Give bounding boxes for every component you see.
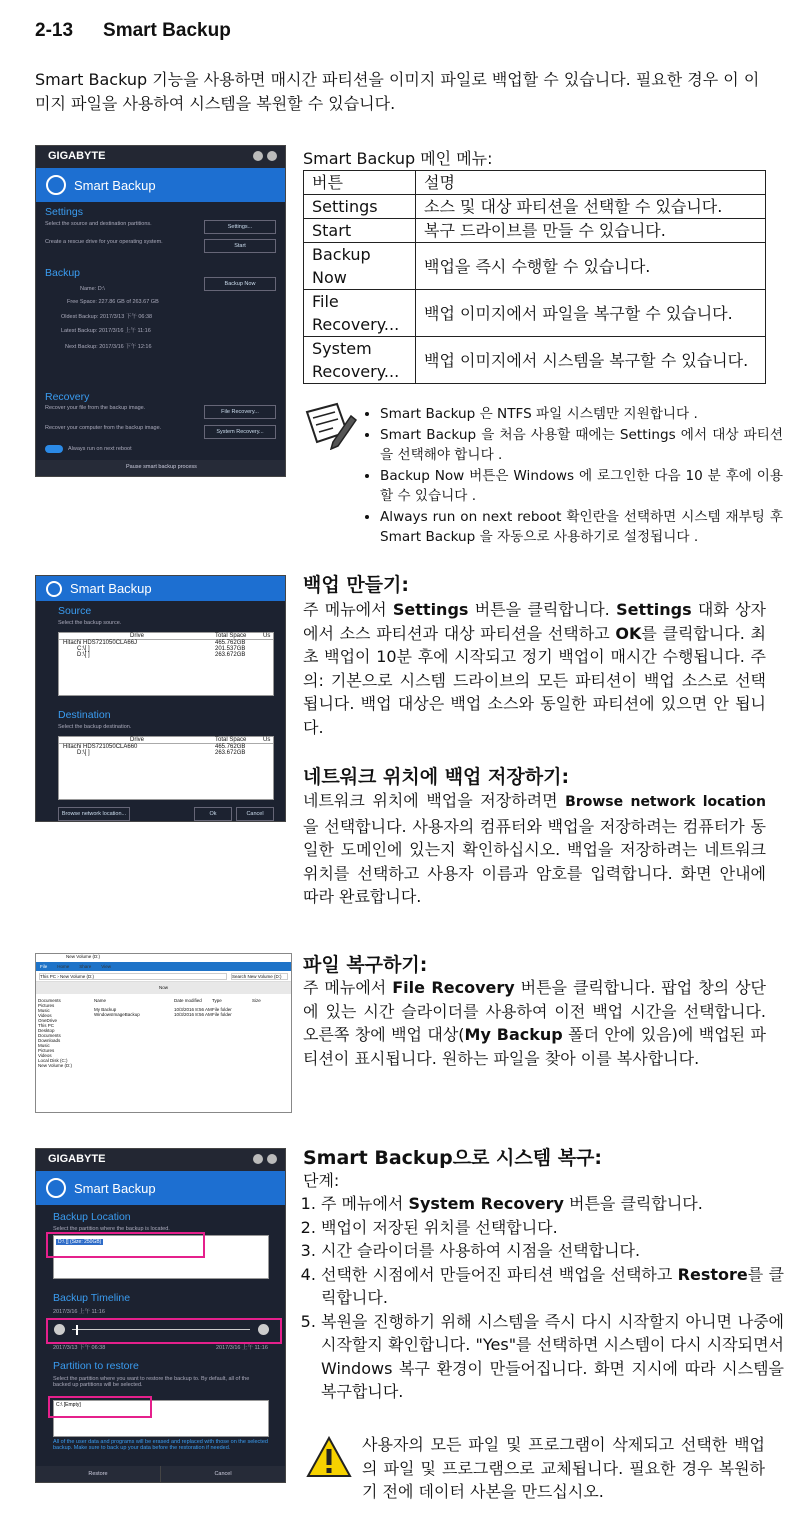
source-desc: Select the backup source. [58,620,122,626]
close-icon[interactable] [267,1154,277,1164]
destination-desc: Select the backup destination. [58,724,132,730]
clock-icon [46,175,66,195]
timeline-selected: 2017/3/16 上午 11:16 [53,1309,105,1315]
menu-caption: Smart Backup 메인 메뉴: [303,149,493,168]
start-button[interactable]: Start [204,239,276,253]
list-item-size: 465.762GB [215,744,246,750]
address-bar[interactable]: This PC › New Volume (D:) [39,973,227,980]
tab-share[interactable]: Share [79,964,92,969]
steps-label: 단계: [303,1171,340,1190]
nav-item[interactable]: Music [38,1008,50,1013]
file-explorer-screenshot [35,953,292,1113]
table-row [304,219,766,243]
brand-logo: GIGABYTE [48,150,106,162]
nav-item[interactable]: Downloads [38,1038,61,1043]
file-recovery-text: 주 메뉴에서 File Recovery 버튼을 클릭합니다. 팝업 창의 상단에 있는 시간 슬라이더를 사용하여 이전 백업 시간을 선택합니다. 오른쪽 창에 백업 대상(My Backup 폴더 안에 있음)에 백업된 파티션이 표시됩니다. 원하는 파일을 찾아 이를 복사합니다. [303,978,766,1068]
timeline-next-button[interactable] [258,1324,269,1335]
ok-button[interactable]: Ok [194,807,232,821]
nav-item[interactable]: New Volume (D:) [38,1063,73,1068]
settings-section-title: Settings [45,206,83,218]
section-number: 2-13 [35,20,74,41]
timeline-track[interactable] [72,1329,250,1330]
clock-icon [46,1178,66,1198]
oldest-backup-label: Oldest Backup: 2017/3/13 下午 06:38 [61,314,153,320]
list-item-size: 263.672GB [215,750,246,756]
destination-drive-list[interactable] [58,736,274,800]
row-desc-cell: 소스 및 대상 파티션을 선택할 수 있습니다. [416,195,766,219]
list-item[interactable]: D:\ [] (Size: 250GB) [58,1239,102,1245]
nav-item[interactable]: Pictures [38,1048,55,1053]
row-button-cell: System Recovery... [304,337,416,384]
col-name[interactable]: Name [94,998,107,1003]
minimize-icon[interactable] [253,1154,263,1164]
row-desc-cell: 백업 이미지에서 시스템을 복구할 수 있습니다. [416,337,766,384]
settings-desc: Select the source and destination partitions. [45,221,152,227]
tab-view[interactable]: View [101,964,111,969]
destination-title: Destination [58,709,111,721]
file-recovery-title: 파일 복구하기: [303,954,428,976]
partition-restore-desc: Select the partition where you want to restore the backup to. By default, all of the backed up partitions will be selected. [53,1376,250,1388]
list-item-size: 263.672GB [215,652,246,658]
app-header [36,576,285,601]
network-backup-text: 네트워크 위치에 백업을 저장하려면 Browse network location 을 선택합니다. 사용자의 컴퓨터와 백업을 저장하려는 컴퓨터가 동일한 도메인에 있는지 확인하십시오. 백업을 저장하려는 네트워크 위치를 선택하고 사용자 이름과 암호를 입력합니다. 화면 안내에 따라 완료합니다. [303,791,766,906]
timeline-end: 2017/3/16 上午 11:16 [216,1345,268,1351]
ribbon-tabs [36,962,291,971]
step-item: 3. 시간 슬라이더를 사용하여 시점을 선택합니다. [321,1239,784,1263]
timeline-handle[interactable] [76,1325,78,1335]
list-item[interactable]: D:\[ ] [77,652,90,658]
create-backup-title: 백업 만들기: [303,574,409,596]
menu-table [303,170,766,384]
app-title: Smart Backup [74,1180,156,1196]
step-item: 4. 선택한 시점에서 만들어진 파티션 백업을 선택하고 Restore를 클릭합니다. [321,1263,784,1310]
backup-location-title: Backup Location [53,1211,131,1223]
backup-now-button[interactable]: Backup Now [204,277,276,291]
section-heading [35,20,231,42]
app-title: Smart Backup [70,581,152,596]
col-date[interactable]: Date modified [174,998,202,1003]
system-recovery-screenshot [35,1148,286,1483]
steps-list [303,1192,784,1404]
nav-item[interactable]: Music [38,1043,50,1048]
restore-warning-text: All of the user data and programs will be erased and replaced with those on the selected backup. Make sure to back up your data before the restoration if needed. [53,1439,268,1451]
backup-location-desc: Select the partition where the backup is located. [53,1226,170,1232]
step-item: 5. 복원을 진행하기 위해 시스템을 즉시 다시 시작할지 아니면 나중에 시작할지 확인합니다. "Yes"를 선택하면 시스템이 다시 시작되면서 Windows 복구 환경이 만들어집니다. 화면 지시에 따라 시스템을 복구합니다. [321,1310,784,1404]
note-item: • Smart Backup 은 NTFS 파일 시스템만 지원합니다 . [380,404,783,425]
next-backup-label: Next Backup: 2017/3/16 下午 12:16 [65,344,152,350]
latest-backup-label: Latest Backup: 2017/3/16 上午 11:16 [61,328,151,334]
cancel-button[interactable]: Cancel [236,807,274,821]
start-desc: Create a rescue drive for your operating system. [45,239,163,245]
system-recovery-desc: Recover your computer from the backup image. [45,425,162,431]
backup-timeline-title: Backup Timeline [53,1292,131,1304]
browse-network-button[interactable]: Browse network location... [58,807,130,821]
name-label: Name: D:\ [80,286,105,292]
clock-icon [46,581,62,597]
nav-item[interactable]: Desktop [38,1028,55,1033]
time-slider-label: Now [158,985,168,990]
warning-text: 사용자의 모든 파일 및 프로그램이 삭제되고 선택한 백업의 파일 및 프로그램으로 교체됩니다. 필요한 경우 복원하기 전에 데이터 사본을 만드십시오. [362,1435,765,1501]
nav-item[interactable]: Pictures [38,1003,55,1008]
header-desc: 설명 [416,171,766,195]
nav-item[interactable]: Documents [38,1033,61,1038]
col-space: Total Space [215,633,247,639]
file-recovery-button[interactable]: File Recovery... [204,405,276,419]
table-row [304,290,766,337]
brand-logo: GIGABYTE [48,1153,106,1165]
list-item[interactable]: Hitachi HDS721050CLA66J [63,640,138,646]
nav-item[interactable]: Videos [38,1013,52,1018]
nav-item[interactable]: OneDrive [38,1018,58,1023]
col-us: Us [263,737,271,743]
window-title: New Volume (D:) [36,954,291,962]
col-us: Us [263,633,271,639]
row-button-cell: Start [304,219,416,243]
app-title: Smart Backup [74,177,156,193]
backup-section-title: Backup [45,267,81,279]
note-item: • Always run on next reboot 확인란을 선택하면 시스템 재부팅 후 Smart Backup 을 자동으로 사용하기로 설정됩니다 . [380,507,783,548]
row-button-cell: Backup Now [304,243,416,290]
settings-button[interactable]: Settings... [204,220,276,234]
app-header [36,168,285,202]
list-item[interactable]: Hitachi HDS721050CLA660 [63,744,138,750]
pause-label: Pause smart backup process [126,464,197,470]
source-drive-list[interactable] [58,632,274,696]
always-run-label: Always run on next reboot [68,446,132,452]
col-size[interactable]: Size [252,998,261,1003]
file-recovery-desc: Recover your file from the backup image. [45,405,146,411]
col-space: Total Space [215,737,247,743]
recovery-section-title: Recovery [45,391,90,403]
nav-item[interactable]: Local Disk (C:) [38,1058,68,1063]
file-list [94,998,289,1017]
free-space-label: Free Space: 227.86 GB of 263.67 GB [67,299,159,305]
settings-dialog-screenshot [35,575,286,822]
create-backup-text: 주 메뉴에서 Settings 버튼을 클릭합니다. Settings 대화 상자에서 소스 파티션과 대상 파티션을 선택하고 OK를 클릭합니다. 최초 백업이 10분 후에 시작되고 정기 백업이 매시간 수행됩니다. 주의: 기본으로 시스템 드라이브의 모든 파티션이 백업 소스로 선택됩니다. 백업 대상은 백업 소스와 동일한 파티션에 있으면 안 됩니다. [303,600,767,737]
list-item[interactable]: C:\[ ] [77,646,90,652]
network-backup-title: 네트워크 위치에 백업 저장하기: [303,766,570,788]
search-input[interactable]: Search New Volume (D:) [231,973,288,980]
main-menu-screenshot [35,145,286,477]
nav-item[interactable]: Videos [38,1053,52,1058]
timeline-prev-button[interactable] [54,1324,65,1335]
intro-paragraph: Smart Backup 기능을 사용하면 매시간 파티션을 이미지 파일로 백업할 수 있습니다. 필요한 경우 이 이미지 파일을 사용하여 시스템을 복원할 수 있습니다. [35,70,760,113]
table-header-row [304,171,766,195]
highlight-box [46,1318,282,1344]
tab-file[interactable]: File [40,964,48,969]
restore-button[interactable]: Restore [36,1466,161,1482]
table-row [304,337,766,384]
source-title: Source [58,605,92,617]
nav-item[interactable]: This PC [38,1023,55,1028]
list-item-size: 201.537GB [215,646,246,652]
col-drive: Drive [129,737,144,743]
timeline-start: 2017/3/13 下午 06:38 [53,1345,106,1351]
row-button-cell: Settings [304,195,416,219]
minimize-icon[interactable] [253,151,263,161]
brand-bar [36,146,285,168]
notes-list [362,404,783,548]
list-item[interactable]: My Backup 10/3/2016 8:56 AM File folder [94,1007,232,1012]
time-slider[interactable] [36,982,291,994]
cancel-button[interactable]: Cancel [214,1471,232,1477]
address-row [36,971,291,982]
nav-pane [38,998,88,1068]
note-pencil-icon [303,402,357,450]
app-header [36,1171,285,1205]
warning-icon [306,1436,352,1478]
partition-restore-title: Partition to restore [53,1360,139,1372]
system-restore-title: Smart Backup으로 시스템 복구: [303,1147,603,1169]
row-button-cell: File Recovery... [304,290,416,337]
step-item: 1. 주 메뉴에서 System Recovery 버튼을 클릭합니다. [321,1192,784,1216]
tab-home[interactable]: Home [57,964,70,969]
list-item-size: 465.762GB [215,640,246,646]
col-type[interactable]: Type [212,998,222,1003]
step-item: 2. 백업이 저장된 위치를 선택합니다. [321,1216,784,1240]
nav-item[interactable]: Documents [38,998,61,1003]
section-title: Smart Backup [103,20,231,41]
row-desc-cell: 복구 드라이브를 만들 수 있습니다. [416,219,766,243]
note-item: • Smart Backup 을 처음 사용할 때에는 Settings 에서 대상 파티션을 선택해야 합니다 . [380,425,783,466]
note-item: • Backup Now 버튼은 Windows 에 로그인한 다음 10 분 후에 이용할 수 있습니다 . [380,466,783,507]
row-desc-cell: 백업을 즉시 수행할 수 있습니다. [416,243,766,290]
table-row [304,243,766,290]
system-recovery-button[interactable]: System Recovery... [204,425,276,439]
highlight-box [46,1232,205,1258]
col-drive: Drive [129,633,144,639]
table-row [304,195,766,219]
list-item[interactable]: WindowsImageBackup 10/3/2016 8:56 AM File folder [94,1012,232,1017]
close-icon[interactable] [267,151,277,161]
header-button: 버튼 [304,171,416,195]
row-desc-cell: 백업 이미지에서 파일을 복구할 수 있습니다. [416,290,766,337]
list-item[interactable]: C:\ [Empty] [56,1402,81,1408]
restore-footer [36,1466,285,1482]
brand-bar [36,1149,285,1171]
list-item[interactable]: D:\[ ] [77,750,90,756]
always-run-toggle[interactable] [45,445,63,453]
